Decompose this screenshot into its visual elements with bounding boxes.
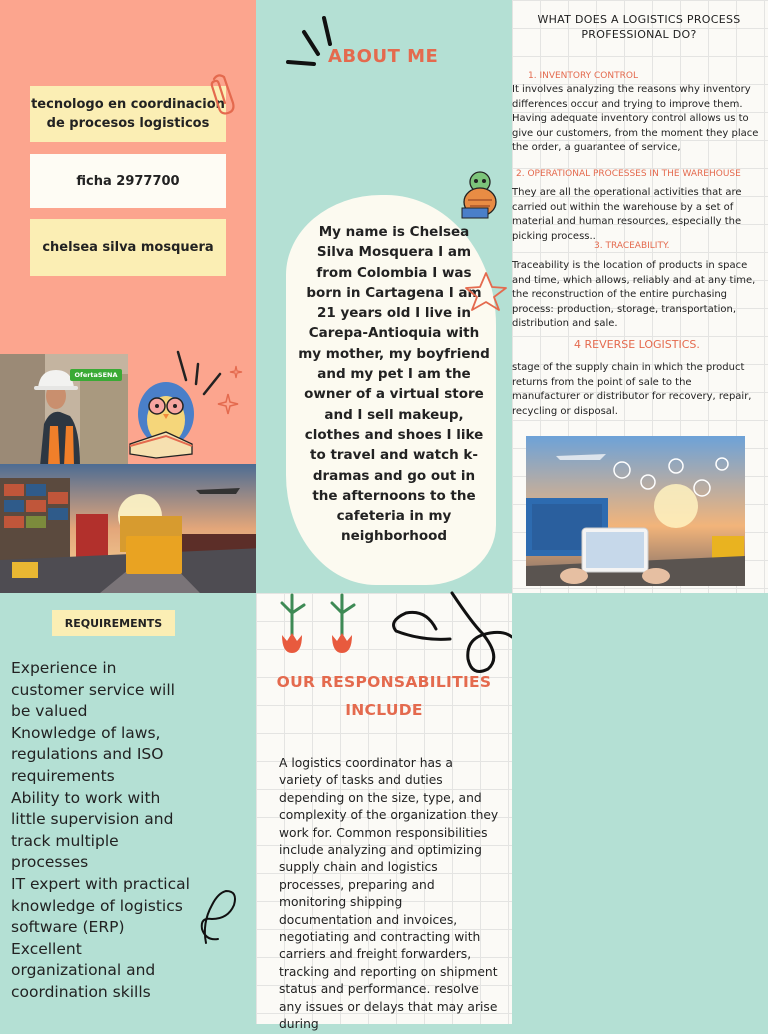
tulip-flowers-illustration bbox=[270, 595, 370, 657]
requirements-list bbox=[11, 658, 191, 1004]
penguin-reading-illustration bbox=[126, 344, 256, 464]
requirement-item: Experience in customer service will be valued bbox=[11, 659, 175, 721]
star-doodle-icon bbox=[464, 270, 508, 312]
brochure-panel-empty bbox=[512, 593, 768, 1024]
responsibilities-title: OUR RESPONSABILITIES INCLUDE bbox=[276, 673, 492, 719]
section-1-text: It involves analyzing the reasons why inventory differences occur and trying to improve them. Having adequate inventory control allows us to give our customers, from the moment they place the order, a guarantee of service, bbox=[512, 84, 759, 153]
student-name-label: chelsea silva mosquera bbox=[30, 219, 226, 276]
section-3-heading: 3. TRACEABILITY. bbox=[594, 241, 670, 251]
section-1-heading: 1. INVENTORY CONTROL bbox=[528, 71, 638, 81]
burst-lines-icon bbox=[284, 14, 334, 70]
ficha-label: ficha 2977700 bbox=[30, 154, 226, 208]
section-4-text: stage of the supply chain in which the product returns from the point of sale to the manufacturer or distributor for recovery, repair, recycling or disposal. bbox=[512, 362, 752, 417]
program-title-label: tecnologo en coordinacion de procesos logisticos bbox=[30, 86, 226, 142]
requirement-item: Knowledge of laws, regulations and ISO requirements bbox=[11, 723, 164, 785]
responsibilities-text: A logistics coordinator has a variety of tasks and duties depending on the size, type, and complexity of the organization they work for. Common responsibilities include analyzing and optimizing supply chain and logistics processes, preparing and monitoring shipping documentation and invoices, negotiating and contracting with carriers and freight forwarders, tracking and reporting on shipment status and performance. resolve any issues or delays that may arise during bbox=[279, 756, 499, 1032]
about-me-text: My name is Chelsea Silva Mosquera I am from Colombia I was born in Cartagena I am 21 years old I live in Carepa-Antioquia with my mother, my boyfriend and my pet I am the owner of a virtual store and I sell makeup, clothes and shoes I like to travel and watch k-dramas and go out in the afternoons to the cafeteria in my neighborhood bbox=[298, 224, 490, 545]
brochure-panel-identity bbox=[0, 0, 256, 593]
what-do-title: WHAT DOES A LOGISTICS PROCESS PROFESSIONAL DO? bbox=[537, 13, 741, 41]
paperclip-icon bbox=[205, 73, 237, 117]
about-me-title: ABOUT ME bbox=[328, 46, 439, 67]
requirement-item: IT expert with practical knowledge of logistics software (ERP) bbox=[11, 874, 190, 937]
brochure-panel-responsibilities bbox=[256, 593, 512, 1032]
digital-logistics-image bbox=[526, 436, 745, 586]
requirement-item: Ability to work with little supervision and track multiple processes bbox=[11, 788, 174, 872]
port-logistics-photo bbox=[0, 464, 262, 593]
loop-doodle-icon bbox=[392, 593, 512, 675]
brochure-panel-about bbox=[256, 0, 512, 593]
brochure-panel-requirements bbox=[0, 593, 256, 1024]
section-3-text: Traceability is the location of products in space and time, which allows, reliably and at any time, the reconstruction of the entire purchasing process: production, storage, transportation, distribution and sale. bbox=[512, 260, 756, 329]
ofertasena-badge: OfertaSENA bbox=[70, 369, 122, 381]
section-2-heading: 2. OPERATIONAL PROCESSES IN THE WAREHOUSE bbox=[516, 169, 741, 179]
section-2-text: They are all the operational activities that are carried out within the warehouse by a set of material and human resources, especially the picking process.. bbox=[512, 187, 742, 242]
section-4-heading: 4 REVERSE LOGISTICS. bbox=[574, 338, 700, 351]
turtle-reading-sticker bbox=[460, 170, 502, 222]
swirl-doodle-icon bbox=[192, 883, 244, 945]
brochure-panel-what-we-do bbox=[512, 0, 768, 593]
requirements-label: REQUIREMENTS bbox=[52, 610, 175, 636]
requirement-item: Excellent organizational and coordination skills bbox=[11, 939, 156, 1001]
